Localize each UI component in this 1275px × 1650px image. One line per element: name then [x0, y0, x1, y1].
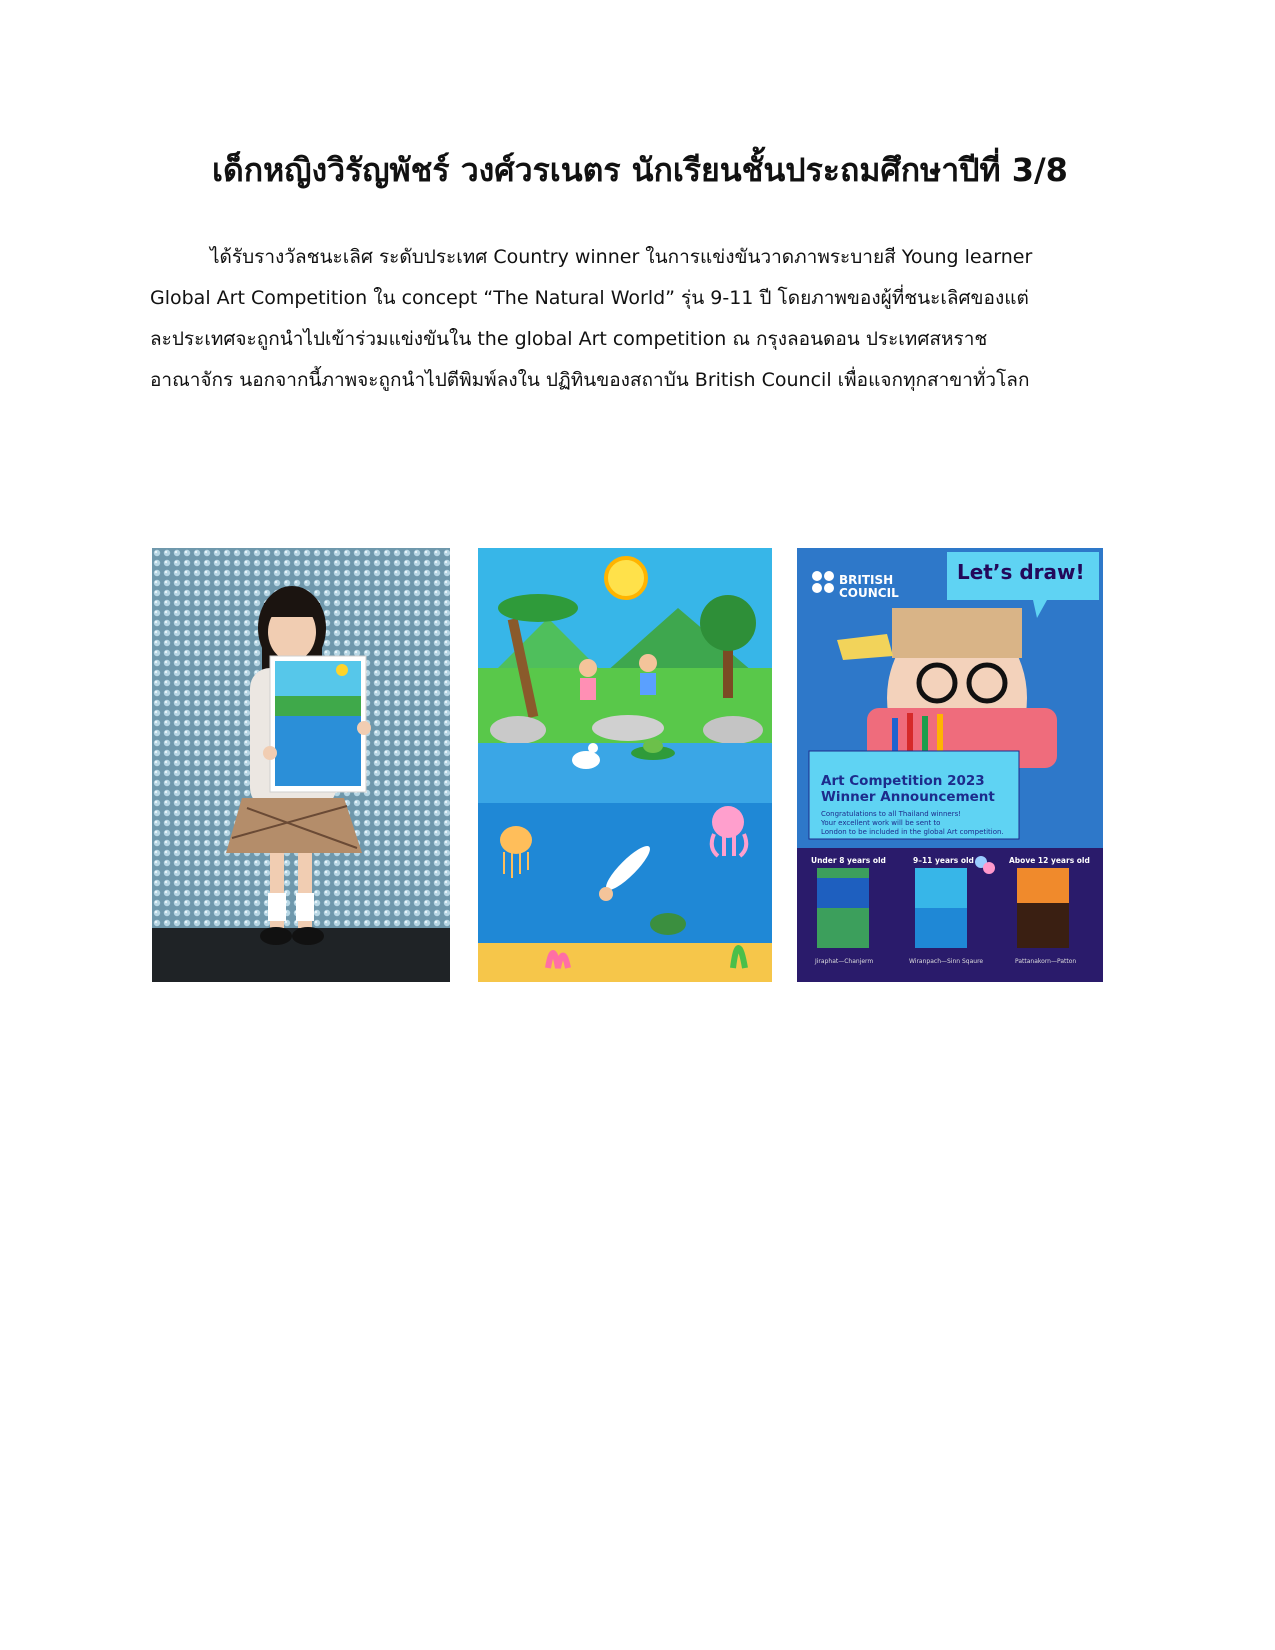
british-council-poster: [797, 548, 1103, 982]
winning-drawing: [478, 548, 772, 982]
award-paragraph: [150, 237, 1110, 401]
paragraph-line: อาณาจักร นอกจากนี้ภาพจะถูกนำไปตีพิมพ์ลงใน ปฏิทินของสถาบัน British Council เพื่อแจกทุกสาขาทั่วโลก: [150, 369, 1030, 391]
poster-caption: Pattanakorn—Patton: [1015, 958, 1077, 965]
poster-congrats: [821, 810, 1021, 837]
poster-background: [797, 548, 1103, 982]
paragraph-line: ได้รับรางวัลชนะเลิศ ระดับประเทศ Country winner ในการแข่งขันวาดภาพระบายสี Young learner: [210, 246, 1033, 268]
poster-category: 9–11 years old: [913, 856, 974, 865]
poster-logo: [839, 574, 899, 600]
paragraph-line: Global Art Competition ใน concept “The Natural World” รุ่น 9-11 ปี โดยภาพของผู้ที่ชนะเลิศของแต่: [150, 287, 1029, 309]
poster-competition-title: [821, 773, 1011, 805]
poster-caption: Wiranpach—Sinn Sqaure: [909, 958, 984, 965]
poster-logo-line: COUNCIL: [839, 586, 899, 600]
winning-drawing-image: [478, 548, 772, 982]
poster-lets-draw: Let’s draw!: [957, 560, 1085, 584]
poster-congrats-line: Your excellent work will be sent to: [821, 819, 941, 827]
poster-logo-line: BRITISH: [839, 573, 894, 587]
paragraph-line: ละประเทศจะถูกนำไปเข้าร่วมแข่งขันใน the global Art competition ณ กรุงลอนดอน ประเทศสหราช: [150, 328, 988, 350]
student-photo: [152, 548, 450, 982]
poster-title-line: Art Competition 2023: [821, 773, 985, 789]
poster-category: Above 12 years old: [1009, 856, 1090, 865]
page-title: เด็กหญิงวิรัญพัชร์ วงศ์วรเนตร นักเรียนชั้นประถมศึกษาปีที่ 3/8: [212, 151, 1068, 189]
poster-category: Under 8 years old: [811, 856, 886, 865]
student-photo-image: [152, 548, 450, 982]
poster-title-line: Winner Announcement: [821, 789, 995, 805]
poster-congrats-line: Congratulations to all Thailand winners!: [821, 810, 962, 818]
poster-caption: Jiraphat—Chanjerm: [815, 958, 874, 965]
poster-congrats-line: London to be included in the global Art competition.: [821, 828, 1004, 836]
